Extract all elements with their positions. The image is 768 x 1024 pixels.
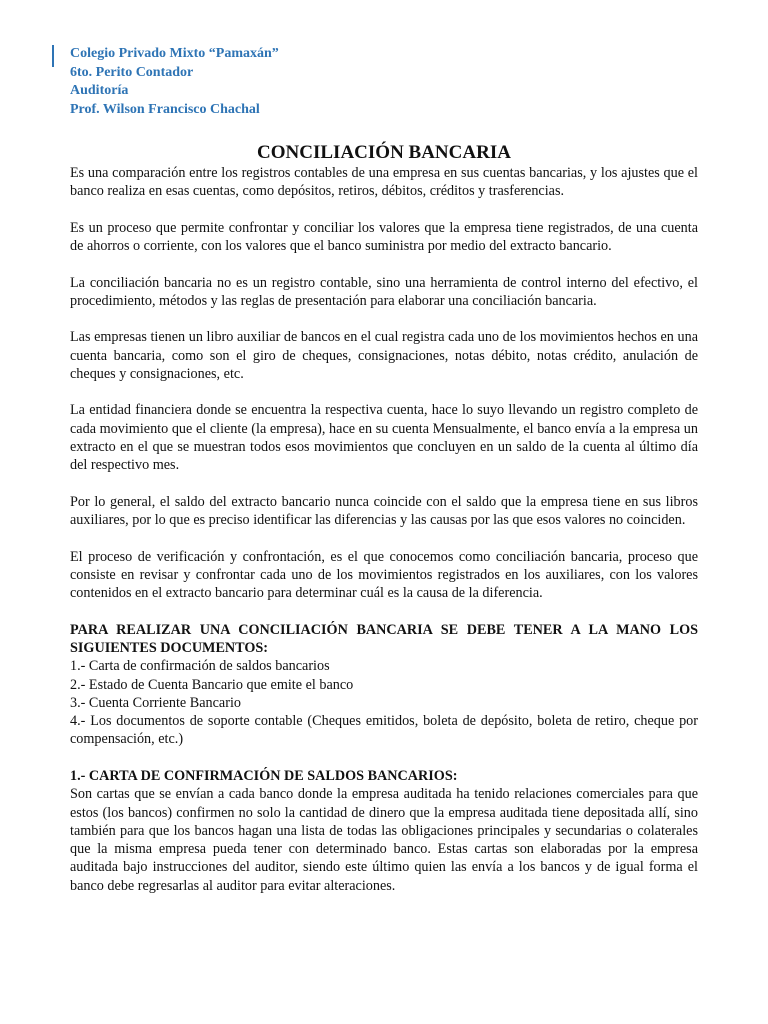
grade-line: 6to. Perito Contador <box>70 64 194 80</box>
list-item: 2.- Estado de Cuenta Bancario que emite el banco <box>70 676 354 693</box>
list-item: 4.- Los documentos de soporte contable (Cheques emitidos, boleta de depósito, boleta de retiro, cheque por compensación, etc.) <box>70 713 698 748</box>
school-name: Colegio Privado Mixto “Pamaxán” <box>70 46 279 61</box>
header-accent-bar <box>52 45 54 67</box>
document-body <box>70 164 698 895</box>
paragraph: Es una comparación entre los registros contables de una empresa en sus cuentas bancarias, y los ajustes que el banco realiza en esas cuentas, como depósitos, retiros, débitos, créditos y trasferencias. <box>70 165 698 200</box>
paragraph: La conciliación bancaria no es un registro contable, sino una herramienta de control interno del efectivo, el procedimiento, métodos y las reglas de presentación para elaborar una conciliación bancaria. <box>70 274 698 309</box>
paragraph: La entidad financiera donde se encuentra la respectiva cuenta, hace lo suyo llevando un registro completo de cada movimiento que el cliente (la empresa), hace en su cuenta Mensualmente, el banco envía a la empresa un extracto en el que se muestran todos esos movimientos que concluyen en un saldo de la cuenta al último día del respectivo mes. <box>70 402 698 474</box>
paragraph: Es un proceso que permite confrontar y conciliar los valores que la empresa tiene registrados, de una cuenta de ahorros o corriente, con los valores que el banco suministra por medio del extracto bancario. <box>70 219 698 255</box>
list-item: 3.- Cuenta Corriente Bancario <box>70 694 241 711</box>
documents-heading: PARA REALIZAR UNA CONCILIACIÓN BANCARIA SE DEBE TENER A LA MANO LOS SIGUIENTES DOCUMENTOS: <box>70 621 698 656</box>
document-header <box>70 45 279 119</box>
section1-heading: 1.- CARTA DE CONFIRMACIÓN DE SALDOS BANCARIOS: <box>70 767 458 784</box>
paragraph: Las empresas tienen un libro auxiliar de bancos en el cual registra cada uno de los movimientos hechos en una cuenta bancaria, como son el giro de cheques, consignaciones, notas débito, notas crédito, anulación de cheques y consignaciones, etc. <box>70 329 698 382</box>
teacher-line: Prof. Wilson Francisco Chachal <box>70 101 260 117</box>
page-title: CONCILIACIÓN BANCARIA <box>257 142 511 163</box>
paragraph: Por lo general, el saldo del extracto bancario nunca coincide con el saldo que la empresa tiene en sus libros auxiliares, por lo que es preciso identificar las diferencias y las causas por las que esos valores no coinciden. <box>70 493 698 529</box>
section1-paragraph: Son cartas que se envían a cada banco donde la empresa auditada ha tenido relaciones comerciales para que estos (los bancos) confirmen no solo la cantidad de dinero que la empresa auditada tiene depositada allí, sino también para que los bancos hagan una lista de todas las obligaciones principales y secundarias o colaterales que la misma empresa pueda tener con determinado banco. Estas cartas son elaboradas por la empresa auditada bajo instrucciones del auditor, siendo este último quien las envía a los bancos y de igual forma el banco debe regresarlas al auditor para evitar alteraciones. <box>70 786 698 894</box>
spacer <box>70 749 698 767</box>
subject-line: Auditoría <box>70 83 129 98</box>
paragraph: El proceso de verificación y confrontación, es el que conocemos como conciliación bancaria, proceso que consiste en revisar y confrontar cada uno de los movimientos registrados en los auxiliares, con los valores contenidos en el extracto bancario para determinar cuál es la causa de la diferencia. <box>70 548 698 602</box>
list-item: 1.- Carta de confirmación de saldos bancarios <box>70 658 330 675</box>
